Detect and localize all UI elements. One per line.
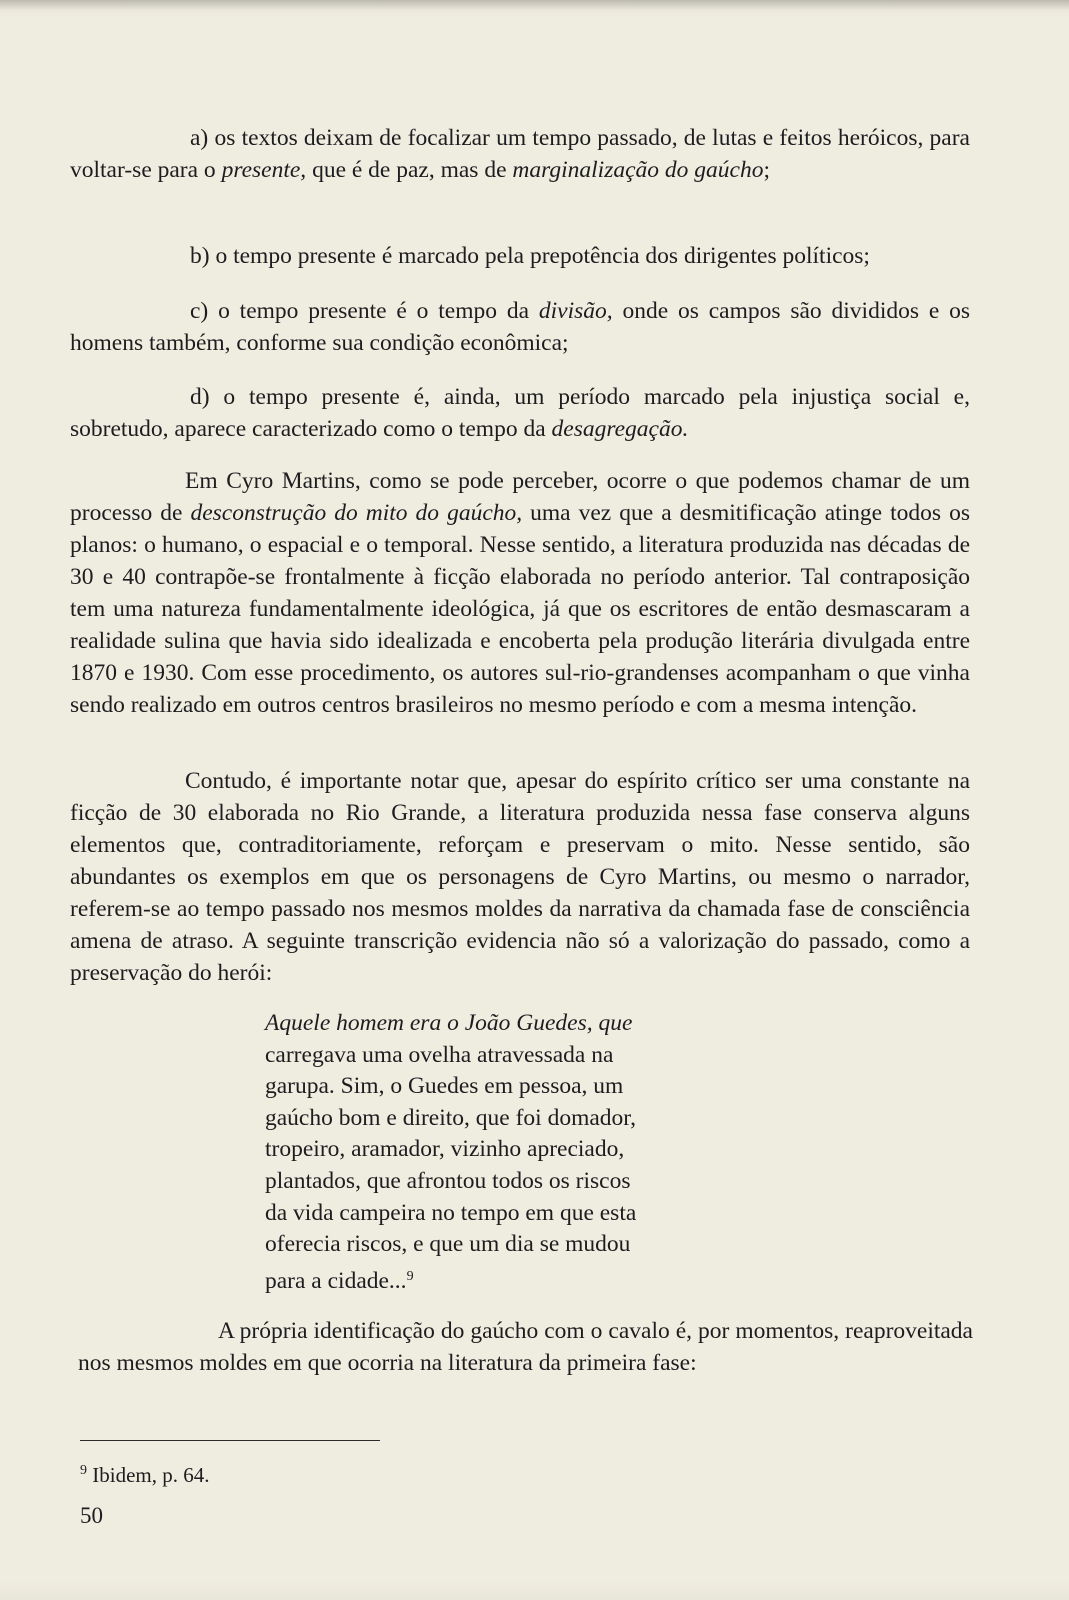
list-item-d-text: d) o tempo presente é, ainda, um período marcado pela injustiça social e, sobretudo, aparece caracterizado como o tempo da [70,384,970,442]
list-item-a-suffix: ; [763,157,770,183]
list-item-d-emphasis-desagregacao: desagregação. [551,416,689,442]
paragraph-cyro-text-rest: uma vez que a desmitificação atinge todos os planos: o humano, o espacial e o temporal. Nesse sentido, a literatura produzida nas décadas de 30 e 40 contrapõe-se frontalmente à ficção elaborada no período anterior. Tal contraposição tem uma natureza fundamentalmente ideológica, já que os escritores de então desmascaram a realidade sulina que havia sido idealizada e encoberta pela produção literária divulgada entre 1870 e 1930. Com esse procedimento, os autores sul-rio-grandenses acompanham o que vinha sendo realizado em outros centros brasileiros no mesmo período e com a mesma intenção. [70,500,970,718]
list-item-d [70,381,970,445]
block-quote [265,1008,705,1297]
quote-line: carregava uma ovelha atravessada na [265,1041,614,1068]
quote-line: tropeiro, aramador, vizinho apreciado, [265,1136,625,1163]
paragraph-propria-identificacao [78,1315,973,1379]
list-item-a-text: a) os textos deixam de focalizar um tempo passado, de lutas e feitos heróicos, para voltar-se para o [70,125,970,183]
list-item-c [70,295,970,359]
list-item-a-emphasis-marginalizacao: marginalização do gaúcho [512,157,764,183]
footnote-divider [80,1440,380,1441]
quote-line: garupa. Sim, o Guedes em pessoa, um [265,1073,624,1100]
footnote-text: Ibidem, p. 64. [92,1463,210,1487]
quote-line: da vida campeira no tempo em que esta [265,1199,637,1226]
list-item-b-text: b) o tempo presente é marcado pela prepotência dos dirigentes políticos; [190,243,870,269]
list-item-c-suffix: onde os campos são divididos e os homens também, conforme sua condição econômica; [70,298,970,356]
paragraph-cyro-text: Em Cyro Martins, como se pode perceber, ocorre o que podemos chamar de um processo de [70,468,970,526]
paragraph-cyro-emphasis: desconstrução do mito do gaúcho, [190,500,523,526]
page-number: 50 [80,1503,103,1528]
paragraph-cyro-martins [70,465,970,721]
list-item-b [70,240,970,272]
quote-line: para a cidade...$^9$ [265,1267,414,1294]
paragraph-contudo-text: Contudo, é importante notar que, apesar do espírito crítico ser uma constante na ficção de 30 elaborada no Rio Grande, a literatura produzida nessa fase conserva alguns elementos que, contraditoriamente, reforçam e preservam o mito. Nesse sentido, são abundantes os exemplos em que os personagens de Cyro Martins, ou mesmo o narrador, referem-se ao tempo passado nos mesmos moldes da narrativa da chamada fase de consciência amena de atraso. A seguinte transcrição evidencia não só a valorização do passado, como a preservação do herói: [70,768,970,986]
page-top-shadow [0,0,1069,10]
list-item-a [70,122,970,186]
footnote-number: 9 [80,1463,87,1478]
quote-line: gaúcho bom e direito, que foi domador, [265,1104,637,1131]
paragraph-contudo [70,765,970,989]
list-item-a-text-mid: que é de paz, mas de [306,157,513,183]
list-item-c-emphasis-divisao: divisão, [538,298,613,324]
footnote [80,1458,209,1488]
paragraph-propria-text: A própria identificação do gaúcho com o cavalo é, por momentos, reaproveitada nos mesmos moldes em que ocorria na literatura da primeira fase: [78,1318,973,1376]
list-item-c-text: c) o tempo presente é o tempo da [190,298,539,324]
footnote-reference: 9 [406,1268,414,1284]
quote-line: Aquele homem era o João Guedes, que [265,1010,633,1036]
list-item-a-emphasis-presente: presente, [221,157,307,183]
quote-line: oferecia riscos, e que um dia se mudou [265,1231,631,1258]
quote-line: plantados, que afrontou todos os riscos [265,1167,631,1194]
